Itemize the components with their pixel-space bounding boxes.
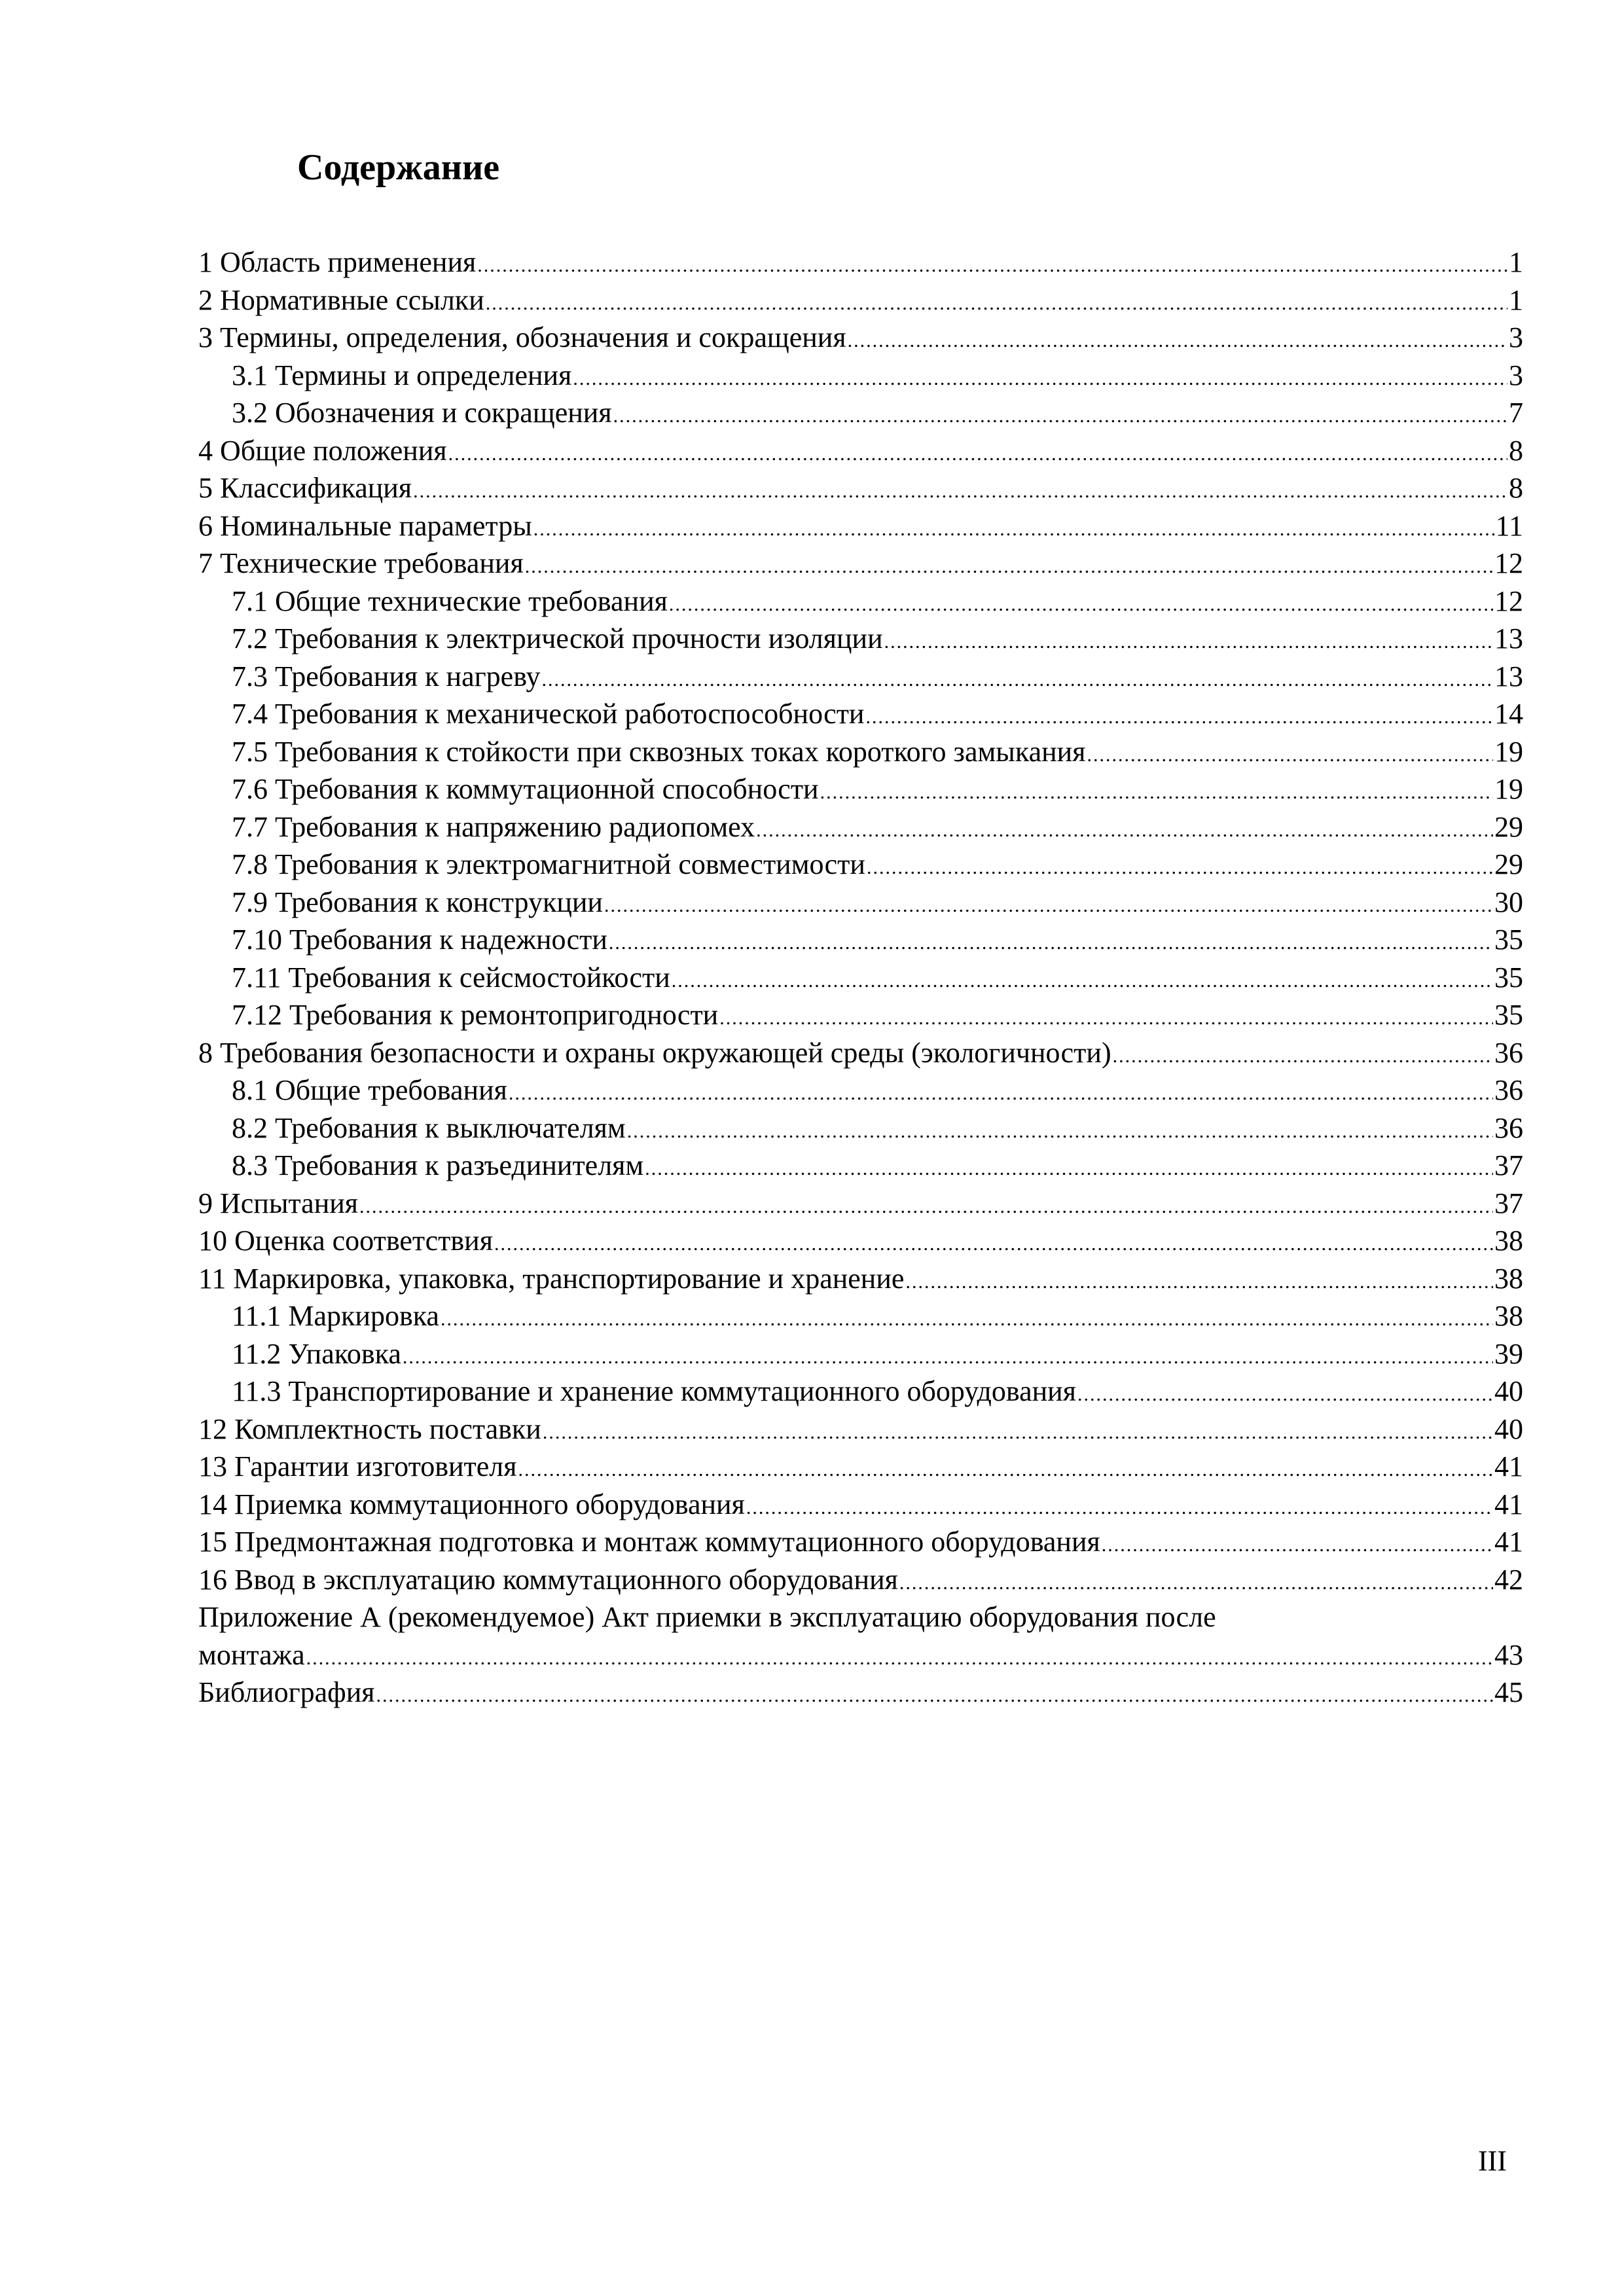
toc-title: Содержание: [297, 147, 500, 188]
toc-page-number: 12: [1494, 584, 1523, 617]
toc-entry[interactable]: [198, 243, 1523, 281]
toc-entry[interactable]: [198, 1147, 1523, 1185]
toc-entry[interactable]: [198, 884, 1523, 922]
toc-entry-title: 7.10 Требования к надежности: [232, 924, 607, 956]
dot-leader: [884, 623, 1493, 661]
toc-page-number: 8: [1509, 434, 1523, 467]
toc-page-number: 12: [1494, 547, 1523, 579]
toc-entry-title: 7.4 Требования к механической работоспособности: [232, 698, 865, 730]
dot-leader: [494, 1225, 1493, 1263]
toc-entry-title: Библиография: [198, 1676, 375, 1708]
toc-entry-title: 7.5 Требования к стойкости при сквозных токах короткого замыкания: [232, 735, 1086, 768]
toc-entry[interactable]: [198, 281, 1523, 319]
toc-page-number: 41: [1494, 1488, 1523, 1520]
toc-entry[interactable]: [198, 658, 1523, 696]
toc-entry-title: 7.1 Общие технические требования: [232, 584, 668, 617]
toc-entry[interactable]: [198, 1448, 1523, 1486]
toc-page-number: 13: [1494, 622, 1523, 655]
toc-page-number: 35: [1494, 961, 1523, 994]
toc-page-number: 29: [1494, 810, 1523, 843]
dot-leader: [609, 924, 1493, 962]
dot-leader: [905, 1263, 1493, 1301]
toc-entry[interactable]: [198, 1071, 1523, 1109]
dot-leader: [543, 1414, 1493, 1452]
toc-page-number: 30: [1494, 886, 1523, 918]
toc-entry[interactable]: [198, 1410, 1523, 1448]
toc-page-number: 36: [1494, 1111, 1523, 1144]
toc-page-number: 36: [1494, 1074, 1523, 1106]
toc-entry-title: 7.6 Требования к коммутационной способности: [232, 773, 819, 805]
toc-page-number: 11: [1495, 509, 1523, 542]
dot-leader: [756, 812, 1493, 850]
toc-entry[interactable]: [198, 1222, 1523, 1260]
toc-entry-title: 14 Приемка коммутационного оборудования: [198, 1488, 745, 1520]
toc-entry[interactable]: [198, 1486, 1523, 1524]
dot-leader: [359, 1188, 1493, 1226]
toc-page-number: 39: [1494, 1337, 1523, 1370]
toc-entry[interactable]: [198, 1523, 1523, 1561]
toc-entry-title: 7 Технические требования: [198, 547, 524, 579]
toc-entry-title: 2 Нормативные ссылки: [198, 283, 484, 316]
toc-entry-title: 8.2 Требования к выключателям: [232, 1111, 626, 1144]
dot-leader: [867, 849, 1493, 887]
toc-entry-bibliography[interactable]: [198, 1674, 1523, 1712]
toc-entry[interactable]: [198, 357, 1523, 395]
toc-entry-title: 5 Классификация: [198, 472, 412, 504]
toc-page-number: 42: [1494, 1563, 1523, 1596]
toc-page-number: 38: [1494, 1300, 1523, 1332]
dot-leader: [1077, 1376, 1493, 1414]
dot-leader: [1102, 1526, 1493, 1564]
toc-page-number: 36: [1494, 1036, 1523, 1069]
toc-page-number: 3: [1509, 359, 1523, 391]
toc-page-number: 19: [1494, 735, 1523, 768]
toc-entry-title: 11.1 Маркировка: [232, 1300, 439, 1332]
toc-entry-title: 12 Комплектность поставки: [198, 1412, 541, 1445]
toc-entry-title: 11 Маркировка, упаковка, транспортирование и хранение: [198, 1262, 905, 1295]
toc-entry-title: 9 Испытания: [198, 1187, 359, 1219]
page-number: III: [1478, 2145, 1507, 2177]
toc-page-number: 1: [1509, 246, 1523, 278]
dot-leader: [645, 1150, 1493, 1188]
toc-entry-title: 1 Область применения: [198, 246, 477, 278]
dot-leader: [746, 1489, 1493, 1527]
toc-entry[interactable]: [198, 959, 1523, 997]
dot-leader: [525, 548, 1493, 586]
dot-leader: [848, 322, 1507, 360]
toc-page-number: 19: [1494, 773, 1523, 805]
toc-entry-title: 3.1 Термины и определения: [232, 359, 572, 391]
dot-leader: [1113, 1037, 1493, 1075]
dot-leader: [486, 285, 1507, 323]
toc-entry-title: 15 Предмонтажная подготовка и монтаж коммутационного оборудования: [198, 1526, 1100, 1558]
toc-entry[interactable]: [198, 620, 1523, 658]
toc-page-number: 41: [1494, 1526, 1523, 1558]
toc-entry[interactable]: [198, 1034, 1523, 1072]
toc-page-number: 8: [1509, 472, 1523, 504]
toc-entry[interactable]: [198, 808, 1523, 846]
toc-entry-title: 8.3 Требования к разъединителям: [232, 1149, 644, 1181]
toc-entry[interactable]: [198, 695, 1523, 733]
toc-entry[interactable]: [198, 583, 1523, 620]
toc-entry[interactable]: [198, 1335, 1523, 1373]
dot-leader: [820, 774, 1493, 812]
toc-entry[interactable]: [198, 469, 1523, 507]
toc-entry-title: 7.8 Требования к электромагнитной совместимости: [232, 848, 865, 880]
toc-entry-title: 7.3 Требования к нагреву: [232, 660, 541, 692]
dot-leader: [541, 661, 1493, 699]
toc-page-number: 3: [1509, 321, 1523, 353]
dot-leader: [376, 1677, 1493, 1715]
toc-entry-appendix[interactable]: [198, 1598, 1523, 1674]
toc-page-number: 37: [1494, 1149, 1523, 1181]
table-of-contents: [198, 243, 1523, 1712]
toc-entry-title: 4 Общие положения: [198, 434, 447, 467]
toc-entry[interactable]: [198, 1260, 1523, 1298]
dot-leader: [865, 698, 1493, 736]
dot-leader: [477, 247, 1507, 285]
dot-leader: [518, 1451, 1494, 1489]
toc-page-number: 45: [1494, 1676, 1523, 1708]
dot-leader: [613, 397, 1507, 435]
toc-entry-title: 11.3 Транспортирование и хранение коммутационного оборудования: [232, 1375, 1076, 1407]
dot-leader: [509, 1075, 1493, 1113]
dot-leader: [719, 999, 1493, 1037]
toc-page-number: 14: [1494, 698, 1523, 730]
toc-page-number: 7: [1509, 397, 1523, 429]
toc-entry-title: 13 Гарантии изготовителя: [198, 1450, 517, 1482]
toc-page-number: 35: [1494, 924, 1523, 956]
dot-leader: [413, 473, 1507, 511]
toc-entry[interactable]: [198, 394, 1523, 432]
toc-page-number: 29: [1494, 848, 1523, 880]
dot-leader: [627, 1113, 1493, 1151]
toc-entry-title: 7.7 Требования к напряжению радиопомех: [232, 810, 755, 843]
toc-entry-title: 8 Требования безопасности и охраны окружающей среды (экологичности): [198, 1036, 1111, 1069]
toc-entry-title: 7.2 Требования к электрической прочности изоляции: [232, 622, 883, 655]
toc-page-number: 40: [1494, 1412, 1523, 1445]
toc-entry[interactable]: [198, 545, 1523, 583]
toc-entry-title: 11.2 Упаковка: [232, 1337, 401, 1370]
toc-entry-title: 3.2 Обозначения и сокращения: [232, 397, 612, 429]
toc-entry[interactable]: [198, 733, 1523, 771]
toc-entry-title: 10 Оценка соответствия: [198, 1225, 493, 1257]
appendix-title-line1: Приложение А (рекомендуемое) Акт приемки в эксплуатацию оборудования после: [198, 1601, 1216, 1633]
toc-entry-title: 8.1 Общие требования: [232, 1074, 507, 1106]
toc-page-number: 13: [1494, 660, 1523, 692]
toc-entry[interactable]: [198, 1109, 1523, 1147]
toc-entry[interactable]: [198, 1372, 1523, 1410]
toc-entry[interactable]: [198, 319, 1523, 357]
toc-entry[interactable]: [198, 432, 1523, 470]
toc-entry[interactable]: [198, 507, 1523, 545]
toc-entry-title: 3 Термины, определения, обозначения и сокращения: [198, 321, 846, 353]
toc-page-number: 37: [1494, 1187, 1523, 1219]
dot-leader: [669, 586, 1493, 624]
dot-leader: [306, 1640, 1493, 1677]
toc-entry[interactable]: [198, 770, 1523, 808]
dot-leader: [672, 962, 1493, 1000]
toc-entry-title: 7.11 Требования к сейсмостойкости: [232, 961, 670, 994]
toc-entry[interactable]: [198, 996, 1523, 1034]
toc-entry-title: 6 Номинальные параметры: [198, 509, 532, 542]
dot-leader: [573, 360, 1507, 398]
toc-page-number: 40: [1494, 1375, 1523, 1407]
toc-page-number: 35: [1494, 999, 1523, 1031]
dot-leader: [899, 1564, 1493, 1602]
toc-entry[interactable]: [198, 1185, 1523, 1223]
dot-leader: [1087, 736, 1493, 774]
dot-leader: [403, 1338, 1493, 1376]
appendix-title-line2: монтажа: [198, 1638, 305, 1671]
toc-page-number: 1: [1509, 283, 1523, 316]
toc-entry[interactable]: [198, 846, 1523, 884]
toc-entry-title: 7.9 Требования к конструкции: [232, 886, 603, 918]
dot-leader: [533, 511, 1494, 548]
toc-entry[interactable]: [198, 1297, 1523, 1335]
dot-leader: [448, 435, 1507, 473]
toc-page-number: 43: [1494, 1638, 1523, 1671]
toc-entry[interactable]: [198, 921, 1523, 959]
toc-entry-title: 16 Ввод в эксплуатацию коммутационного оборудования: [198, 1563, 898, 1596]
toc-page-number: 38: [1494, 1262, 1523, 1295]
dot-leader: [441, 1300, 1493, 1338]
toc-entry-title: 7.12 Требования к ремонтопригодности: [232, 999, 719, 1031]
toc-page-number: 41: [1494, 1450, 1523, 1482]
dot-leader: [604, 887, 1493, 925]
toc-entry[interactable]: [198, 1561, 1523, 1599]
toc-page-number: 38: [1494, 1225, 1523, 1257]
